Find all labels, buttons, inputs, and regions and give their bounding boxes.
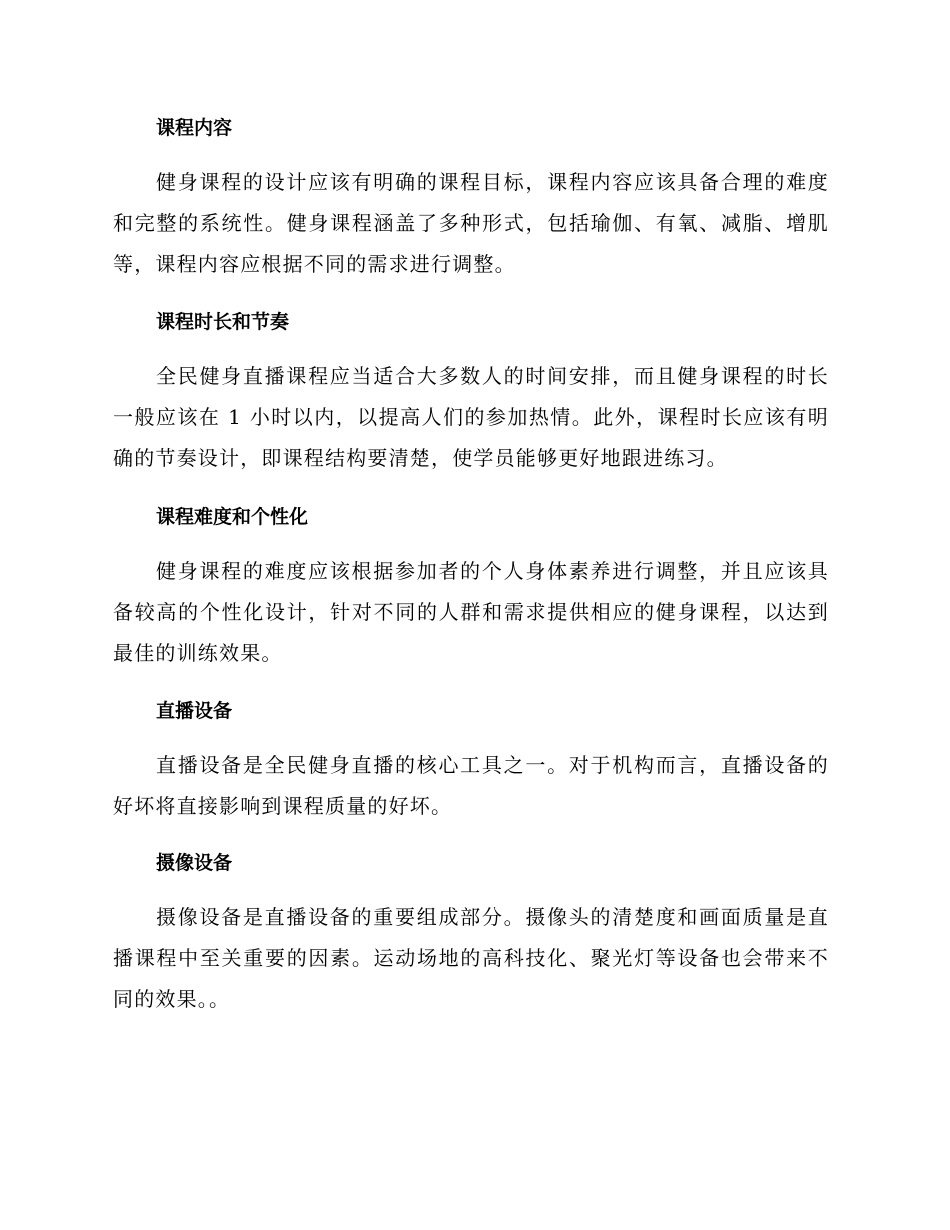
section-streaming-equipment [113,699,829,827]
section-heading: 课程难度和个性化 [156,506,309,528]
section-paragraph: 直播设备是全民健身直播的核心工具之一。对于机构而言，直播设备的好坏将直接影响到课程质量的好坏。 [113,753,829,818]
section-paragraph: 健身课程的设计应该有明确的课程目标，课程内容应该具备合理的难度和完整的系统性。健身课程涵盖了多种形式，包括瑜伽、有氧、减脂、增肌等，课程内容应根据不同的需求进行调整。 [113,170,829,276]
section-course-content [113,116,829,285]
section-paragraph: 全民健身直播课程应当适合大多数人的时间安排，而且健身课程的时长一般应该在 1 小时以内，以提高人们的参加热情。此外，课程时长应该有明确的节奏设计，即课程结构要清楚，使学员能够更好地跟进练习。 [113,364,829,470]
section-heading: 课程时长和节奏 [156,311,290,333]
section-paragraph: 健身课程的难度应该根据参加者的个人身体素养进行调整，并且应该具备较高的个性化设计，针对不同的人群和需求提供相应的健身课程，以达到最佳的训练效果。 [113,559,829,665]
section-duration-rhythm [113,310,829,479]
section-camera-equipment [113,851,829,1020]
section-heading: 课程内容 [156,117,233,139]
section-heading: 摄像设备 [156,852,233,874]
section-paragraph: 摄像设备是直播设备的重要组成部分。摄像头的清楚度和画面质量是直播课程中至关重要的因素。运动场地的高科技化、聚光灯等设备也会带来不同的效果。。 [113,905,829,1011]
section-difficulty-personalization [113,505,829,674]
section-heading: 直播设备 [156,700,233,722]
